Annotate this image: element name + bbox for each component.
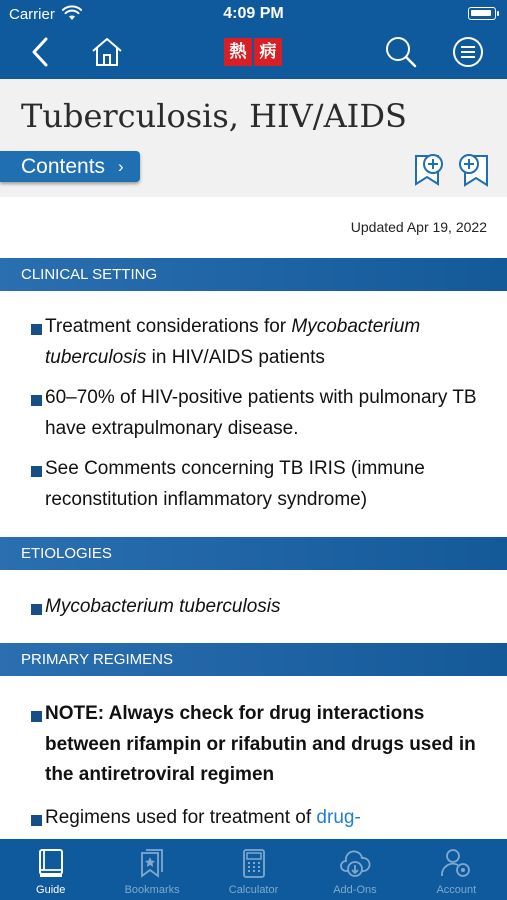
- list-item: 60–70% of HIV-positive patients with pulmonary TB have extrapulmonary disease.: [0, 383, 507, 444]
- list-item: [0, 699, 507, 791]
- bullet-text: Regimens used for treatment of: [45, 806, 317, 828]
- home-icon: [90, 36, 124, 68]
- contents-label: Contents: [21, 155, 106, 178]
- app-logo: [223, 38, 283, 66]
- home-button[interactable]: [88, 33, 126, 71]
- bullet-italic-text: Mycobacterium tuberculosis: [45, 316, 421, 368]
- tab-label: Account: [436, 884, 477, 896]
- bullet-text: in HIV/AIDS patients: [146, 346, 325, 368]
- menu-button[interactable]: [449, 33, 487, 71]
- tab-account[interactable]: [406, 839, 507, 900]
- section-primary-regimens[interactable]: PRIMARY REGIMENS: [0, 643, 507, 676]
- book-icon: [35, 847, 67, 879]
- updated-date: Updated Apr 19, 2022: [350, 219, 487, 235]
- calculator-icon: [238, 847, 270, 879]
- top-bar: [0, 0, 507, 79]
- tab-bar: [0, 839, 507, 900]
- tab-label: Bookmarks: [124, 884, 180, 896]
- tab-add-ons[interactable]: [304, 839, 405, 900]
- bullet-italic-text: Mycobacterium tuberculosis: [45, 596, 281, 617]
- list-item: [0, 312, 507, 373]
- search-button[interactable]: [382, 33, 420, 71]
- chevron-left-icon: [30, 36, 50, 68]
- tab-label: Calculator: [228, 884, 279, 896]
- search-icon: [384, 35, 418, 69]
- account-settings-icon: [440, 847, 472, 879]
- battery-icon: [468, 7, 496, 20]
- drug-link[interactable]: drug-: [316, 806, 361, 828]
- bookmark-list-icon: [456, 152, 490, 188]
- bookmark-add-icon: [413, 152, 447, 188]
- contents-button[interactable]: [0, 151, 140, 182]
- primary-regimens-list: [0, 699, 507, 845]
- list-item: See Comments concerning TB IRIS (immune reconstitution inflammatory syndrome): [0, 454, 507, 515]
- view-bookmarks-button[interactable]: [456, 152, 490, 188]
- title-area: [0, 79, 507, 197]
- tab-label: Add-Ons: [333, 884, 377, 896]
- clock: 4:09 PM: [223, 5, 284, 22]
- logo-char-2: 病: [254, 38, 282, 66]
- list-item: [0, 592, 507, 623]
- add-bookmark-button[interactable]: [413, 152, 447, 188]
- etiologies-list: [0, 592, 507, 623]
- bullet-text: Treatment considerations for: [45, 316, 292, 337]
- bookmarks-icon: [136, 847, 168, 879]
- carrier-label: Carrier: [9, 6, 55, 23]
- logo-char-1: 熱: [224, 38, 252, 66]
- clinical-setting-list: [0, 312, 507, 525]
- chevron-right-icon: ›: [118, 157, 124, 176]
- tab-bookmarks[interactable]: [101, 839, 202, 900]
- cloud-download-icon: [339, 847, 371, 879]
- tab-calculator[interactable]: [203, 839, 304, 900]
- section-etiologies[interactable]: ETIOLOGIES: [0, 537, 507, 570]
- list-item: [0, 803, 507, 834]
- back-button[interactable]: [22, 33, 58, 71]
- tab-guide[interactable]: [0, 839, 101, 900]
- menu-icon: [452, 36, 484, 68]
- section-clinical-setting[interactable]: CLINICAL SETTING: [0, 258, 507, 291]
- note-text: NOTE: Always check for drug interactions between rifampin or rifabutin and drugs used in the antiretroviral regimen: [45, 703, 476, 785]
- page-title: Tuberculosis, HIV/AIDS: [21, 97, 407, 135]
- tab-label: Guide: [36, 884, 66, 896]
- status-bar: [0, 0, 507, 28]
